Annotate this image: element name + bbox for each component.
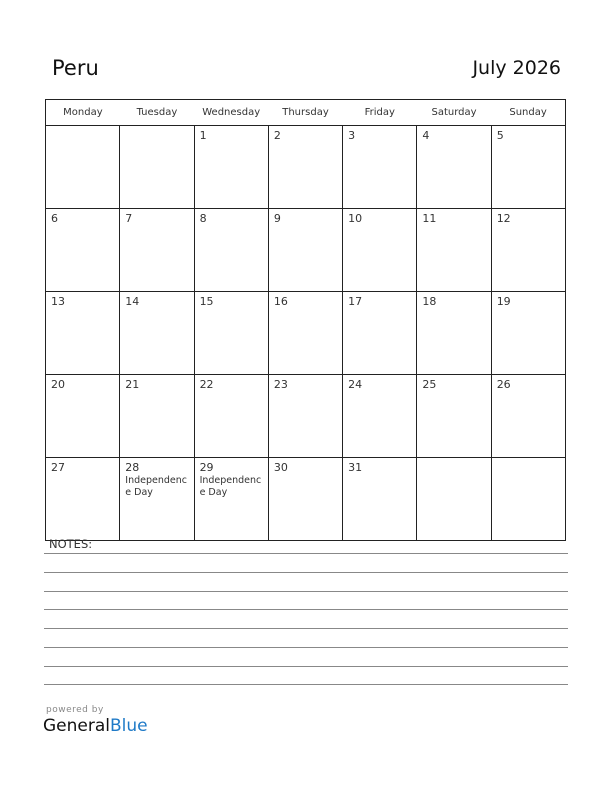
day-number: 8 xyxy=(199,212,207,225)
day-number: 24 xyxy=(348,378,363,391)
day-number: 16 xyxy=(273,295,288,308)
day-cell xyxy=(343,458,417,541)
month-title: July 2026 xyxy=(472,57,561,79)
week-row xyxy=(46,209,566,292)
day-number: 22 xyxy=(199,378,214,391)
day-cell xyxy=(46,209,120,292)
day-number: 31 xyxy=(348,461,363,474)
day-cell xyxy=(417,292,491,375)
day-number: 27 xyxy=(51,461,65,474)
day-number: 2 xyxy=(273,129,281,142)
day-cell xyxy=(417,126,491,209)
day-cell xyxy=(268,375,342,458)
weekday-header: Tuesday xyxy=(120,100,194,126)
day-cell xyxy=(120,458,194,541)
day-number: 11 xyxy=(422,212,437,225)
day-cell xyxy=(491,126,565,209)
day-cell xyxy=(194,292,268,375)
day-cell xyxy=(417,375,491,458)
week-row xyxy=(46,458,566,541)
day-number: 1 xyxy=(199,129,207,142)
day-cell xyxy=(268,209,342,292)
day-cell xyxy=(343,375,417,458)
notes-line xyxy=(44,609,568,610)
day-cell xyxy=(194,375,268,458)
day-cell xyxy=(343,292,417,375)
day-cell xyxy=(491,375,565,458)
notes-line xyxy=(44,684,568,685)
day-cell xyxy=(46,126,120,209)
day-number: 21 xyxy=(125,378,140,391)
day-cell xyxy=(120,126,194,209)
notes-line xyxy=(44,572,568,573)
generalblue-logo xyxy=(43,716,148,736)
weekday-header: Monday xyxy=(46,100,120,126)
powered-by: powered by xyxy=(46,705,104,715)
notes-line xyxy=(44,591,568,592)
day-cell xyxy=(268,292,342,375)
day-cell xyxy=(194,126,268,209)
day-cell xyxy=(491,209,565,292)
day-number: 14 xyxy=(125,295,140,308)
logo-text-blue: Blue xyxy=(110,716,148,736)
day-cell xyxy=(268,458,342,541)
day-cell xyxy=(46,292,120,375)
day-number: 13 xyxy=(51,295,65,308)
weekday-header: Friday xyxy=(343,100,417,126)
weekday-header: Wednesday xyxy=(194,100,268,126)
week-row xyxy=(46,126,566,209)
notes-label: NOTES: xyxy=(49,537,93,551)
day-cell xyxy=(120,209,194,292)
day-number: 28 xyxy=(125,461,140,474)
day-cell xyxy=(194,458,268,541)
holiday-label: Independence Day xyxy=(199,475,262,498)
weekday-header: Thursday xyxy=(268,100,342,126)
day-cell xyxy=(417,209,491,292)
day-cell xyxy=(194,209,268,292)
weekday-header: Sunday xyxy=(491,100,565,126)
day-cell xyxy=(120,292,194,375)
day-number: 6 xyxy=(51,212,58,225)
day-number: 25 xyxy=(422,378,437,391)
day-number: 23 xyxy=(273,378,288,391)
day-number: 30 xyxy=(273,461,288,474)
logo-text-general: General xyxy=(43,716,110,736)
week-row xyxy=(46,375,566,458)
day-number: 9 xyxy=(273,212,281,225)
day-number: 3 xyxy=(348,129,356,142)
day-number: 15 xyxy=(199,295,214,308)
day-cell xyxy=(46,458,120,541)
day-cell xyxy=(120,375,194,458)
week-row xyxy=(46,292,566,375)
day-number: 12 xyxy=(496,212,511,225)
day-cell xyxy=(268,126,342,209)
day-number: 5 xyxy=(496,129,504,142)
day-number: 17 xyxy=(348,295,363,308)
day-number: 20 xyxy=(51,378,65,391)
day-cell xyxy=(46,375,120,458)
day-number: 19 xyxy=(496,295,511,308)
notes-line xyxy=(44,628,568,629)
calendar-grid xyxy=(45,99,566,541)
country-title: Peru xyxy=(52,56,99,80)
day-cell xyxy=(343,209,417,292)
day-number: 10 xyxy=(348,212,363,225)
day-number: 7 xyxy=(125,212,133,225)
holiday-label: Independence Day xyxy=(125,475,187,498)
notes-line xyxy=(44,553,568,554)
day-number: 18 xyxy=(422,295,437,308)
notes-line xyxy=(44,666,568,667)
day-cell xyxy=(491,292,565,375)
day-number: 26 xyxy=(496,378,511,391)
day-number: 29 xyxy=(199,461,214,474)
day-cell xyxy=(417,458,491,541)
day-number: 4 xyxy=(422,129,430,142)
weekday-header: Saturday xyxy=(417,100,491,126)
notes-line xyxy=(44,647,568,648)
day-cell xyxy=(343,126,417,209)
day-cell xyxy=(491,458,565,541)
